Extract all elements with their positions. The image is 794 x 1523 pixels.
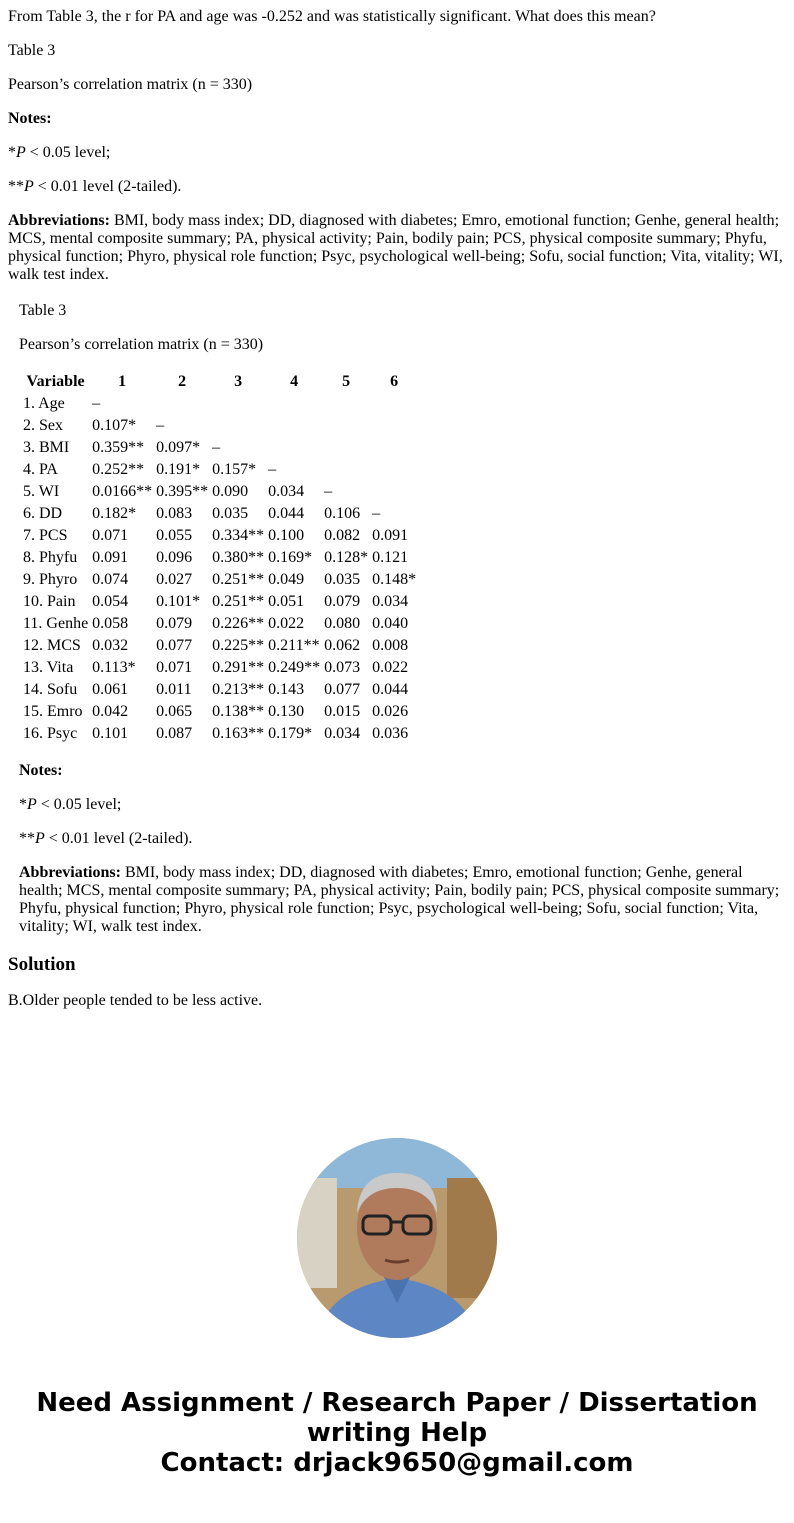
correlation-cell	[371, 482, 417, 502]
correlation-cell: 0.121	[372, 549, 409, 566]
abbreviations: Abbreviations: BMI, body mass index; DD, diagnosed with diabetes; Emro, emotional function; Genhe, general health; MCS, mental composite summary; PA, physical activity; Pain, bodily pain; PCS, physical composite summary; Phyfu, physical function; Phyro, physical role function; Psyc, psychological well-being; Sofu, social function; Vita, vitality; WI, walk test index.	[8, 212, 783, 283]
correlation-cell: 0.395**	[156, 483, 209, 500]
correlation-cell: 0.049	[268, 571, 305, 588]
variable-name: 3. BMI	[23, 439, 70, 456]
correlation-cell: 0.130	[268, 703, 305, 720]
variable-name: 13. Vita	[23, 659, 74, 676]
correlation-cell: 0.138**	[212, 703, 265, 720]
correlation-cell: 0.359**	[92, 439, 145, 456]
correlation-cell: 0.026	[372, 703, 409, 720]
correlation-cell: 0.071	[92, 527, 129, 544]
correlation-cell: 0.073	[324, 659, 361, 676]
column-header: 1	[118, 373, 127, 390]
correlation-cell	[371, 438, 417, 458]
correlation-cell: 0.035	[324, 571, 361, 588]
table-row	[22, 526, 417, 546]
table-caption: Pearson’s correlation matrix (n = 330)	[19, 336, 264, 353]
solution-heading: Solution	[8, 954, 76, 975]
correlation-cell: 0.080	[324, 615, 361, 632]
variable-name: 2. Sex	[23, 417, 63, 434]
question: From Table 3, the r for PA and age was -0.252 and was statistically significant. What does this mean?	[8, 8, 656, 25]
column-header: 4	[290, 373, 299, 390]
correlation-cell	[211, 394, 265, 414]
note-2: **P < 0.01 level (2-tailed).	[8, 178, 182, 195]
column-header: 2	[178, 373, 187, 390]
correlation-cell: –	[92, 395, 101, 412]
correlation-cell: 0.027	[156, 571, 193, 588]
table-row	[22, 416, 417, 436]
correlation-cell: 0.051	[268, 593, 305, 610]
correlation-cell: 0.251**	[212, 571, 265, 588]
footer-contact: Contact: drjack9650@gmail.com	[160, 1448, 634, 1478]
correlation-cell: 0.100	[268, 527, 305, 544]
correlation-cell: 0.252**	[92, 461, 145, 478]
correlation-cell	[323, 416, 369, 436]
table-row	[22, 482, 417, 502]
correlation-cell: 0.211**	[268, 637, 320, 654]
table-figure	[19, 302, 786, 936]
correlation-cell	[267, 394, 321, 414]
correlation-cell: 0.096	[156, 549, 193, 566]
note-1: *P < 0.05 level;	[19, 796, 122, 813]
variable-name: 4. PA	[23, 461, 58, 478]
correlation-cell: 0.291**	[212, 659, 265, 676]
variable-name: 16. Psyc	[23, 725, 78, 742]
correlation-cell: 0.101*	[156, 593, 201, 610]
correlation-cell: 0.083	[156, 505, 193, 522]
variable-name: 10. Pain	[23, 593, 76, 610]
table-row	[22, 504, 417, 524]
correlation-cell	[267, 416, 321, 436]
correlation-cell: –	[156, 417, 165, 434]
correlation-cell: 0.225**	[212, 637, 265, 654]
table-row	[22, 592, 417, 612]
correlation-cell: 0.087	[156, 725, 193, 742]
correlation-cell: 0.022	[268, 615, 305, 632]
correlation-cell: 0.091	[92, 549, 129, 566]
correlation-cell	[323, 394, 369, 414]
correlation-cell: 0.015	[324, 703, 361, 720]
correlation-cell: 0.079	[324, 593, 361, 610]
correlation-cell: 0.022	[372, 659, 409, 676]
table-row	[22, 460, 417, 480]
correlation-cell: 0.157*	[212, 461, 257, 478]
correlation-cell	[371, 394, 417, 414]
footer-line-1: Need Assignment / Research Paper / Dissertation	[36, 1388, 758, 1418]
column-header: 6	[390, 373, 399, 390]
correlation-cell: 0.334**	[212, 527, 265, 544]
table-row	[22, 438, 417, 458]
correlation-cell: 0.040	[372, 615, 409, 632]
correlation-cell: 0.182*	[92, 505, 137, 522]
correlation-cell: 0.077	[324, 681, 361, 698]
correlation-cell: 0.163**	[212, 725, 265, 742]
table-row	[22, 636, 417, 656]
correlation-cell: 0.034	[268, 483, 305, 500]
correlation-cell: 0.011	[156, 681, 192, 698]
abbreviations: Abbreviations: BMI, body mass index; DD, diagnosed with diabetes; Emro, emotional function; Genhe, general health; MCS, mental composite summary; PA, physical activity; Pain, bodily pain; PCS, physical composite summary; Phyfu, physical function; Phyro, physical role function; Psyc, psychological well-being; Sofu, social function; Vita, vitality; WI, walk test index.	[19, 864, 780, 935]
correlation-cell: 0.179*	[268, 725, 313, 742]
variable-name: 5. WI	[23, 483, 60, 500]
correlation-table	[20, 370, 419, 746]
correlation-cell: 0.044	[372, 681, 409, 698]
correlation-cell: 0.097*	[156, 439, 201, 456]
correlation-cell: 0.091	[372, 527, 409, 544]
correlation-cell	[211, 416, 265, 436]
table-title: Table 3	[19, 302, 67, 319]
notes-label: Notes:	[8, 110, 52, 127]
variable-name: 7. PCS	[23, 527, 68, 544]
correlation-cell: 0.058	[92, 615, 129, 632]
correlation-cell: 0.106	[324, 505, 361, 522]
correlation-cell: 0.044	[268, 505, 305, 522]
correlation-cell: 0.128*	[324, 549, 369, 566]
correlation-cell: 0.380**	[212, 549, 265, 566]
variable-name: 11. Genhe	[23, 615, 89, 632]
table-header-row	[22, 372, 417, 392]
table-row	[22, 702, 417, 722]
correlation-cell: 0.101	[92, 725, 129, 742]
table-row	[22, 570, 417, 590]
footer-banner	[8, 1388, 786, 1478]
correlation-cell: 0.008	[372, 637, 409, 654]
correlation-cell: 0.226**	[212, 615, 265, 632]
correlation-cell: 0.213**	[212, 681, 265, 698]
variable-name: 12. MCS	[23, 637, 81, 654]
correlation-cell: –	[324, 483, 333, 500]
correlation-cell: 0.077	[156, 637, 193, 654]
correlation-cell	[323, 438, 369, 458]
correlation-cell: –	[372, 505, 381, 522]
correlation-cell: 0.034	[372, 593, 409, 610]
notes-label: Notes:	[19, 762, 63, 779]
correlation-cell: 0.079	[156, 615, 193, 632]
table-title: Table 3	[8, 42, 56, 59]
correlation-cell	[371, 416, 417, 436]
author-photo	[297, 1138, 497, 1338]
correlation-cell: –	[268, 461, 277, 478]
correlation-cell: 0.062	[324, 637, 361, 654]
column-header: 3	[234, 373, 243, 390]
table-row	[22, 658, 417, 678]
correlation-cell: 0.249**	[268, 659, 321, 676]
correlation-cell	[323, 460, 369, 480]
variable-name: 8. Phyfu	[23, 549, 78, 566]
correlation-cell: –	[212, 439, 221, 456]
correlation-cell: 0.082	[324, 527, 361, 544]
table-row	[22, 548, 417, 568]
correlation-cell: 0.191*	[156, 461, 201, 478]
table-row	[22, 680, 417, 700]
correlation-cell: 0.251**	[212, 593, 265, 610]
note-2: **P < 0.01 level (2-tailed).	[19, 830, 193, 847]
correlation-cell: 0.042	[92, 703, 129, 720]
correlation-cell: 0.107*	[92, 417, 137, 434]
correlation-cell: 0.113*	[92, 659, 136, 676]
correlation-cell: 0.0166**	[92, 483, 153, 500]
correlation-cell: 0.148*	[372, 571, 417, 588]
correlation-cell: 0.036	[372, 725, 409, 742]
correlation-cell: 0.035	[212, 505, 249, 522]
variable-name: 6. DD	[23, 505, 63, 522]
correlation-cell: 0.065	[156, 703, 193, 720]
correlation-cell: 0.054	[92, 593, 129, 610]
variable-name: 14. Sofu	[23, 681, 78, 698]
variable-name: 15. Emro	[23, 703, 83, 720]
correlation-cell: 0.061	[92, 681, 129, 698]
correlation-cell	[267, 438, 321, 458]
table-row	[22, 394, 417, 414]
correlation-cell: 0.169*	[268, 549, 313, 566]
correlation-cell: 0.090	[212, 483, 249, 500]
solution-text: B.Older people tended to be less active.	[8, 992, 263, 1009]
table-row	[22, 614, 417, 634]
correlation-cell: 0.143	[268, 681, 305, 698]
correlation-cell: 0.055	[156, 527, 193, 544]
correlation-cell	[155, 394, 209, 414]
correlation-cell: 0.034	[324, 725, 361, 742]
table-caption: Pearson’s correlation matrix (n = 330)	[8, 76, 253, 93]
correlation-cell: 0.074	[92, 571, 129, 588]
column-header: 5	[342, 373, 351, 390]
correlation-cell	[371, 460, 417, 480]
footer-line-2: writing Help	[306, 1418, 488, 1448]
correlation-cell: 0.032	[92, 637, 129, 654]
variable-name: 1. Age	[23, 395, 65, 412]
table-row	[22, 724, 417, 744]
variable-name: 9. Phyro	[23, 571, 78, 588]
correlation-cell: 0.071	[156, 659, 193, 676]
note-1: *P < 0.05 level;	[8, 144, 111, 161]
column-header: Variable	[26, 373, 85, 390]
